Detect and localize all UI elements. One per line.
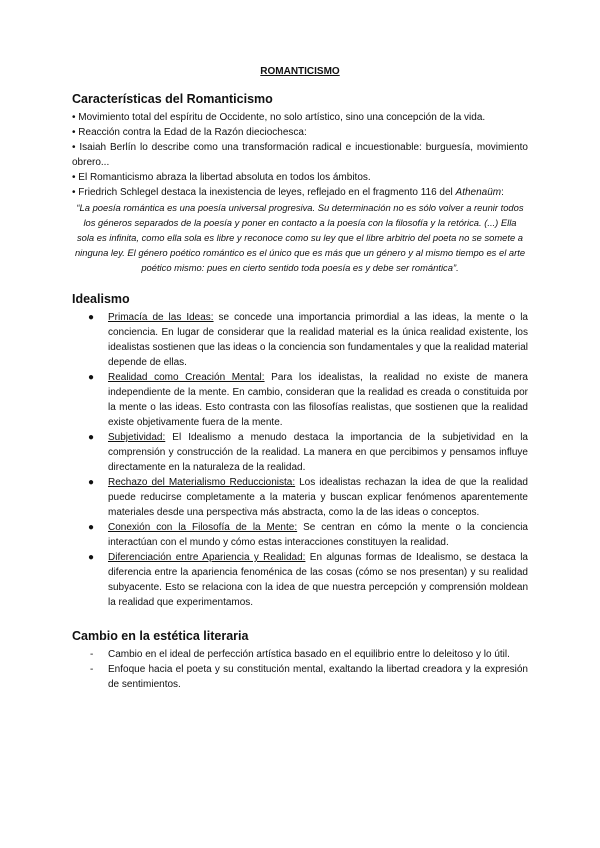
- heading-estetica: Cambio en la estética literaria: [72, 629, 249, 643]
- item-term: Realidad como Creación Mental:: [108, 372, 265, 383]
- list-item: [72, 520, 528, 550]
- bullet-schlegel-tail: :: [501, 187, 504, 198]
- bullet-libertad: • El Romanticismo abraza la libertad absoluta en todos los ámbitos.: [72, 172, 371, 183]
- bullet-reaccion: • Reacción contra la Edad de la Razón dieciochesca:: [72, 127, 307, 138]
- list-item: [72, 475, 528, 520]
- item-text: se concede una importancia primordial a las ideas, la mente o la conciencia. En lugar de considerar que la realidad material es la única realidad existente, los idealistas sostienen que las ideas o la conciencia son fundamentales y que la realidad material depende de ellas.: [108, 312, 528, 368]
- bullet-icon: ●: [88, 522, 95, 533]
- heading-idealismo: Idealismo: [72, 292, 130, 306]
- item-text: Enfoque hacia el poeta y su constitución mental, exaltando la libertad creadora y la expresión de sentimientos.: [108, 664, 528, 690]
- list-item: [72, 550, 528, 610]
- item-term: Diferenciación entre Apariencia y Realidad:: [108, 552, 306, 563]
- item-text: Cambio en el ideal de perfección artística basado en el equilibrio entre lo deleitoso y lo útil.: [108, 649, 510, 660]
- bullet-icon: ●: [88, 372, 95, 383]
- item-text: El Idealismo a menudo destaca la importancia de la subjetividad en la comprensión y construcción de la realidad. La manera en que percibimos y pensamos influye directamente en la naturaleza de la realidad.: [108, 432, 528, 473]
- item-text: Para los idealistas, la realidad no existe de manera independiente de la mente. En cambio, consideran que la realidad es creada o constituida por la mente o las ideas. Esto contrasta con las filosofías realistas, que sostienen que la realidad existe objetivamente fuera de la mente.: [108, 372, 528, 428]
- idealismo-list: [72, 310, 528, 610]
- item-text: En algunas formas de Idealismo, se destaca la diferencia entre la apariencia fenoménica de las cosas (cómo se nos presentan) y su realidad subyacente. Esto se relaciona con la idea de que nuestra percepción y comprensión moldean la realidad que experimentamos.: [108, 552, 528, 608]
- item-text: Los idealistas rechazan la idea de que la realidad puede reducirse completamente a la materia y buscan explicar fenómenos aparentemente materiales desde una perspectiva más abstracta, como la de las ideas o conceptos.: [108, 477, 528, 518]
- schlegel-quote: “La poesía romántica es una poesía universal progresiva. Su determinación no es sólo volver a reunir todos los géneros separados de la poesía y poner en contacto a la poesía con la filosofía y la retórica. (...) Ella sola es infinita, como ella sola es libre y reconoce como su ley que el libre arbitrio del poeta no se somete a ninguna ley. El género poético romántico es el único que es más que un género y al mismo tiempo es el arte poético mismo: pues en cierto sentido toda poesía es y debe ser romántica”.: [74, 202, 526, 273]
- list-item: [72, 370, 528, 430]
- item-term: Subjetividad:: [108, 432, 166, 443]
- list-item: [72, 662, 528, 692]
- estetica-list: [72, 647, 528, 692]
- item-term: Rechazo del Materialismo Reduccionista:: [108, 477, 296, 488]
- list-item: [72, 430, 528, 475]
- bullet-icon: ●: [88, 552, 95, 563]
- bullet-berlin: • Isaiah Berlín lo describe como una transformación radical e incuestionable: burguesía, movimiento obrero...: [72, 142, 528, 168]
- item-term: Primacía de las Ideas:: [108, 312, 214, 323]
- dash-icon: -: [90, 649, 94, 660]
- list-item: [72, 647, 528, 662]
- bullet-icon: ●: [88, 477, 95, 488]
- bullet-icon: ●: [88, 432, 95, 443]
- dash-icon: -: [90, 664, 94, 675]
- bullet-schlegel-text: • Friedrich Schlegel destaca la inexistencia de leyes, reflejado en el fragmento 116 del: [72, 187, 456, 198]
- bullet-icon: ●: [88, 312, 95, 323]
- item-text: Se centran en cómo la mente o la conciencia interactúan con el mundo y cómo estas interacciones constituyen la realidad.: [108, 522, 528, 548]
- bullet-movimiento: • Movimiento total del espíritu de Occidente, no solo artístico, sino una concepción de la vida.: [72, 112, 486, 123]
- document-title: ROMANTICISMO: [260, 66, 340, 77]
- athenaum-title: Athenaüm: [455, 187, 502, 198]
- list-item: [72, 310, 528, 370]
- item-term: Conexión con la Filosofía de la Mente:: [108, 522, 298, 533]
- document-content: [72, 66, 528, 692]
- heading-caracteristicas: Características del Romanticismo: [72, 92, 273, 106]
- bullet-schlegel: [72, 185, 528, 200]
